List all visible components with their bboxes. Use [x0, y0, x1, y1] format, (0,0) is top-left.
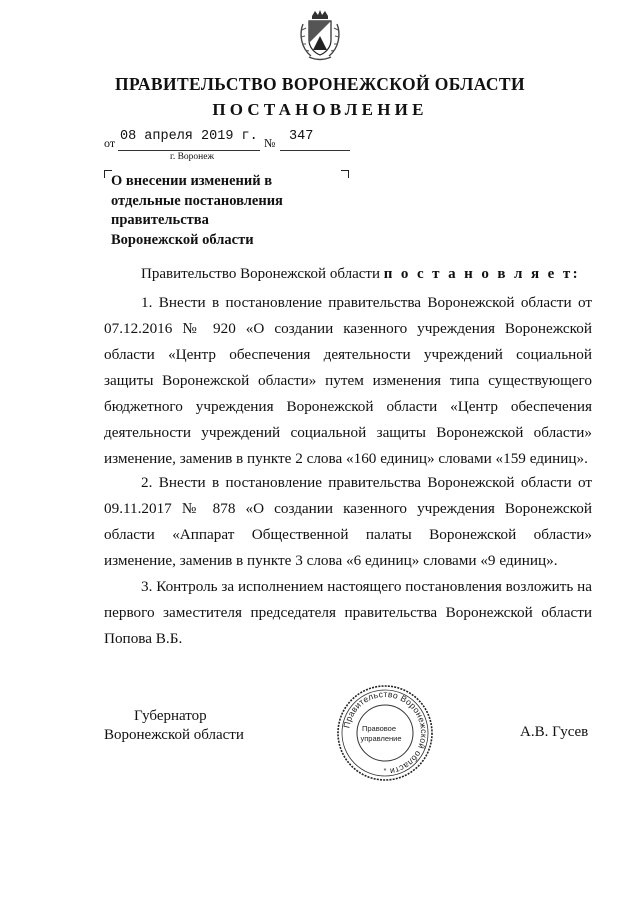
paragraph-2: 2. Внести в постановление правительства Воронежской области от 09.11.2017 № 878 «О создании казенного учреждения Воронежской области «Аппарат Общественной палаты Воронежской области» изменение, заменив в пункте 3 слова «6 единиц» словами «9 единиц». [104, 474, 592, 569]
preamble-text: Правительство Воронежской области [141, 266, 380, 282]
document-number: 347 [289, 129, 314, 144]
number-underline [280, 150, 350, 151]
stamp-ring-text: Правительство Воронежской области [341, 688, 430, 777]
number-prefix: № [264, 136, 276, 150]
stamp-inner-line: управление [360, 734, 402, 743]
subject-line: отдельные постановления [111, 192, 283, 209]
coat-of-arms-icon [297, 10, 343, 62]
subject-line: Воронежской области [111, 231, 254, 248]
stamp-inner-line: Правовое [361, 724, 397, 733]
signatory-name: А.В. Гусев [520, 724, 589, 740]
document-meta [104, 129, 364, 172]
signatory-title-line: Воронежской области [104, 727, 244, 743]
subject-line: правительства [111, 212, 209, 228]
subject-corner-right [341, 170, 349, 178]
official-stamp [335, 683, 435, 783]
signatory-title-line: Губернатор [134, 708, 207, 724]
date-prefix: от [104, 136, 116, 150]
paragraph-3: 3. Контроль за исполнением настоящего постановления возложить на первого заместителя председателя правительства Воронежской области Попова В.Б. [104, 578, 592, 647]
date-underline [118, 150, 260, 151]
document-type: ПОСТАНОВЛЕНИЕ [212, 100, 428, 119]
subject-line: О внесении изменений в [111, 173, 273, 189]
preamble [104, 266, 592, 283]
organization-title: ПРАВИТЕЛЬСТВО ВОРОНЕЖСКОЙ ОБЛАСТИ [114, 74, 526, 94]
document-city: г. Воронеж [170, 152, 215, 162]
preamble-emphasis: п о с т а н о в л я е т: [383, 266, 581, 282]
signatory-title [104, 707, 254, 745]
document-date: 08 апреля 2019 г. [120, 129, 258, 144]
document-subject [111, 172, 341, 250]
paragraph-1: 1. Внести в постановление правительства Воронежской области от 07.12.2016 № 920 «О создании казенного учреждения Воронежской области «Центр обеспечения деятельности учреждений социальной защиты Воронежской области» путем изменения типа существующего бюджетного учреждения Воронежской области «Центр обеспечения деятельности учреждений социальной защиты Воронежской области» изменение, заменив в пункте 2 слова «160 единиц» словами «159 единиц». [104, 294, 592, 467]
stamp-star: * [383, 768, 387, 775]
